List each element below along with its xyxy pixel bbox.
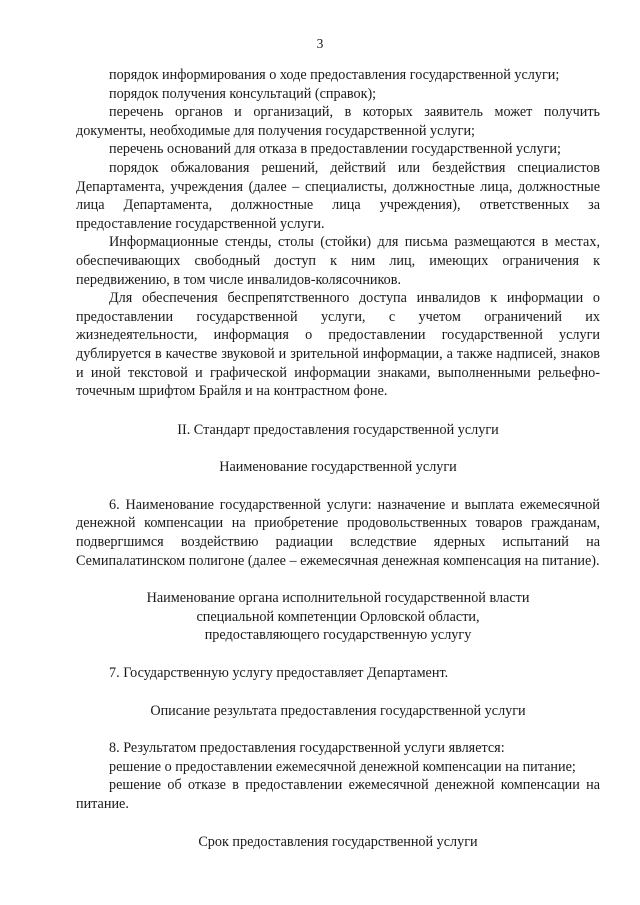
heading-organ-line-2: специальной компетенции Орловской области,: [196, 608, 480, 625]
list-item: порядок получения консультаций (справок);: [109, 85, 377, 102]
list-item: перечень органов и организаций, в которых заявитель может получить документы, необходимые для получения государственной услуги;: [76, 104, 600, 139]
heading-service-name: Наименование государственной услуги: [219, 459, 457, 476]
paragraph-6: 6. Наименование государственной услуги: назначение и выплата ежемесячной денежной компенсации на приобретение продовольственных товаров гражданам, подвергшимся воздействию радиации вследствие ядерных испытаний на Семипалатинском полигоне (далее – ежемесячная денежная компенсация на питание).: [76, 496, 600, 569]
paragraph-7: 7. Государственную услугу предоставляет Департамент.: [109, 665, 449, 682]
paragraph-info-stands: Информационные стенды, столы (стойки) для письма размещаются в местах, обеспечивающих свободный доступ к ним лиц, имеющих ограничения к передвижению, в том числе инвалидов-колясочников.: [76, 234, 600, 288]
paragraph-8-item-2: решение об отказе в предоставлении ежемесячной денежной компенсации на питание.: [76, 777, 600, 812]
heading-term: Срок предоставления государственной услуги: [198, 833, 478, 850]
heading-organ-line-3: предоставляющего государственную услугу: [204, 627, 472, 644]
list-item: порядок информирования о ходе предоставления государственной услуги;: [109, 67, 560, 83]
list-item: перечень оснований для отказа в предоставлении государственной услуги;: [109, 141, 561, 158]
section-title: II. Стандарт предоставления государственной услуги: [177, 421, 499, 438]
paragraph-8-intro: 8. Результатом предоставления государственной услуги является:: [109, 740, 505, 757]
paragraph-8-item-1: решение о предоставлении ежемесячной денежной компенсации на питание;: [109, 758, 576, 775]
heading-result: Описание результата предоставления государственной услуги: [150, 702, 526, 719]
document-body: [76, 66, 600, 851]
list-item: порядок обжалования решений, действий или бездействия специалистов Департамента, учреждения (далее – специалисты, должностные лица, должностные лица Департамента, должностные лица учреждения), ответственных за предоставление государственной услуги.: [76, 159, 600, 232]
heading-organ-line-1: Наименование органа исполнительной государственной власти: [146, 590, 530, 607]
paragraph-accessibility: Для обеспечения беспрепятственного доступа инвалидов к информации о предоставлении государственной услуги, с учетом ограничений их жизнедеятельности, информация о предоставлении государственной услуги дублируется в качестве звуковой и зрительной информации, а также надписей, знаков и иной текстовой и графической информации знаками, выполненными рельефно-точечным шрифтом Брайля и на контрастном фоне.: [76, 290, 600, 400]
page-number: 3: [316, 36, 324, 51]
